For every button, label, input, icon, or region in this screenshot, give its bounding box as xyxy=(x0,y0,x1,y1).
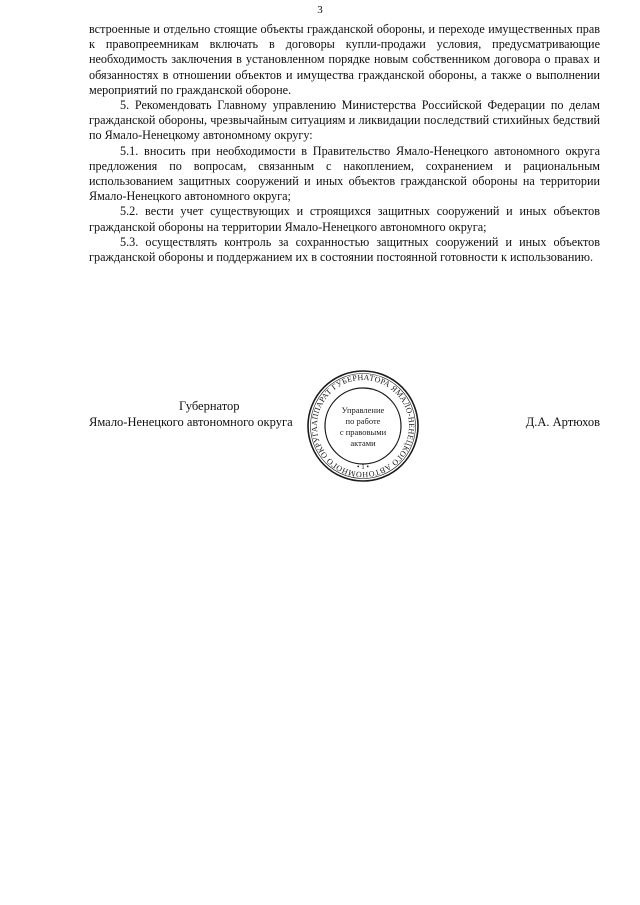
seal-center-line-4: актами xyxy=(350,438,376,448)
signatory-name: Д.А. Артюхов xyxy=(525,415,600,429)
document-body xyxy=(89,22,600,265)
paragraph-item-5-3: 5.3. осуществлять контроль за сохранностью защитных сооружений и иных объектов гражданской обороны и поддержанием их в состоянии постоянной готовности к использованию. xyxy=(89,234,600,265)
seal-number: • 1 • xyxy=(357,463,369,471)
signatory-title-line-1: Губернатор xyxy=(179,399,240,413)
seal-ring-text: АППАРАТ ГУБЕРНАТОРА ЯМАЛО-НЕНЕЦКОГО АВТОНОМНОГО ОКРУГА xyxy=(309,372,417,480)
paragraph-item-5-1: 5.1. вносить при необходимости в Правительство Ямало-Ненецкого автономного округа предложения по вопросам, связанным с накоплением, сохранением и рациональным использованием защитных сооружений и иных объектов гражданской обороны на территории Ямало-Ненецкого автономного округа; xyxy=(89,143,600,204)
paragraph-item-5: 5. Рекомендовать Главному управлению Министерства Российской Федерации по делам гражданской обороны, чрезвычайным ситуациям и ликвидации последствий стихийных бедствий по Ямало-Ненецкому автономному округу: xyxy=(89,98,600,143)
signatory-title-line-2: Ямало-Ненецкого автономного округа xyxy=(89,415,293,429)
seal-center-line-2: по работе xyxy=(345,416,381,426)
paragraph-continuation: встроенные и отдельно стоящие объекты гражданской обороны, и переходе имущественных прав к правопреемникам включать в договоры купли-продажи условия, предусматривающие необходимость заключения в установленном порядке новым собственником договора о правах и обязанностях в отношении объектов и имущества гражданской обороны, а также о выполнении мероприятий по гражданской обороне. xyxy=(89,22,600,97)
paragraph-item-5-2: 5.2. вести учет существующих и строящихся защитных сооружений и иных объектов гражданской обороны на территории Ямало-Ненецкого автономного округа; xyxy=(89,204,600,234)
page-number: 3 xyxy=(317,4,323,16)
official-seal xyxy=(305,368,421,484)
seal-center-line-1: Управление xyxy=(341,405,385,415)
seal-center-line-3: с правовыми xyxy=(339,427,387,437)
